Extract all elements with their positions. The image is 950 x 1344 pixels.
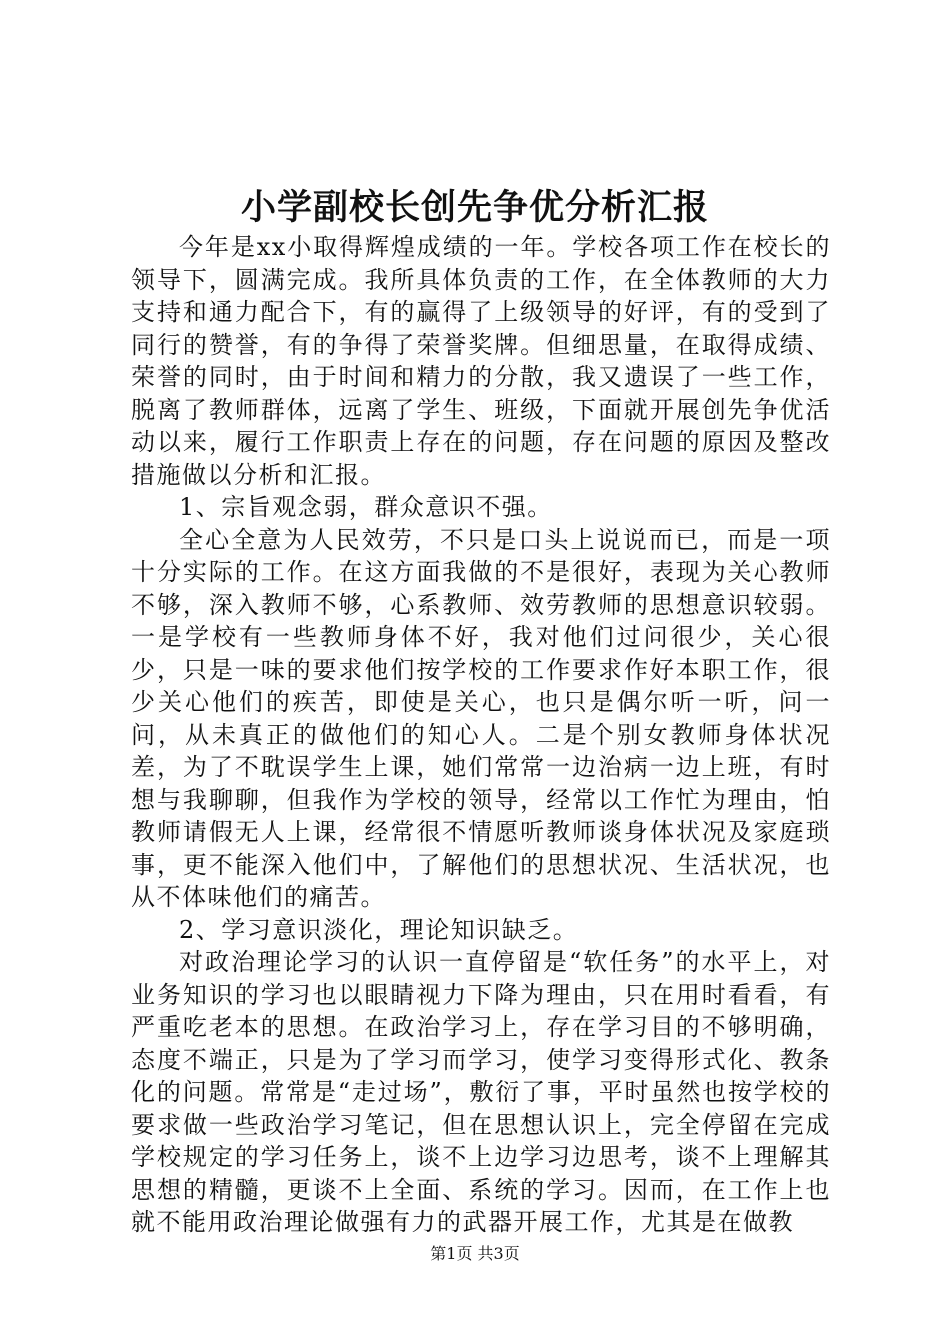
- document-body: [131, 231, 831, 1239]
- paragraph-intro: 今年是xx小取得辉煌成绩的一年。学校各项工作在校长的领导下，圆满完成。我所具体负责的工作，在全体教师的大力支持和通力配合下，有的赢得了上级领导的好评，有的受到了同行的赞誉，有的争得了荣誉奖牌。但细思量，在取得成绩、荣誉的同时，由于时间和精力的分散，我又遗误了一些工作，脱离了教师群体，远离了学生、班级，下面就开展创先争优活动以来，履行工作职责上存在的问题，存在问题的原因及整改措施做以分析和汇报。: [131, 233, 831, 489]
- section-heading-2: 2、学习意识淡化，理论知识缺乏。: [179, 915, 579, 944]
- page-footer: 第1页 共3页: [430, 1244, 520, 1263]
- paragraph-section-2: 对政治理论学习的认识一直停留是“软任务”的水平上，对业务知识的学习也以眼睛视力下降为理由，只在用时看看，有严重吃老本的思想。在政治学习上，存在学习目的不够明确，态度不端正，只是为了学习而学习，使学习变得形式化、教条化的问题。常常是“走过场”，敷衍了事，平时虽然也按学校的要求做一些政治学习笔记，但在思想认识上，完全停留在完成学校规定的学习任务上，谈不上边学习边思考，谈不上理解其思想的精髓，更谈不上全面、系统的学习。因而，在工作上也就不能用政治理论做强有力的武器开展工作，尤其是在做教: [131, 948, 831, 1236]
- paragraph-section-1: 全心全意为人民效劳，不只是口头上说说而已，而是一项十分实际的工作。在这方面我做的不是很好，表现为关心教师不够，深入教师不够，心系教师、效劳教师的思想意识较弱。一是学校有一些教师身体不好，我对他们过问很少，关心很少，只是一味的要求他们按学校的工作要求作好本职工作，很少关心他们的疾苦，即使是关心，也只是偶尔听一听，问一问，从未真正的做他们的知心人。二是个别女教师身体状况差，为了不耽误学生上课，她们常常一边治病一边上班，有时想与我聊聊，但我作为学校的领导，经常以工作忙为理由，怕教师请假无人上课，经常很不情愿听教师谈身体状况及家庭琐事，更不能深入他们中，了解他们的思想状况、生活状况，也从不体味他们的痛苦。: [131, 525, 831, 911]
- section-heading-1: 1、宗旨观念弱，群众意识不强。: [179, 493, 553, 521]
- document-title: 小学副校长创先争优分析汇报: [240, 187, 709, 228]
